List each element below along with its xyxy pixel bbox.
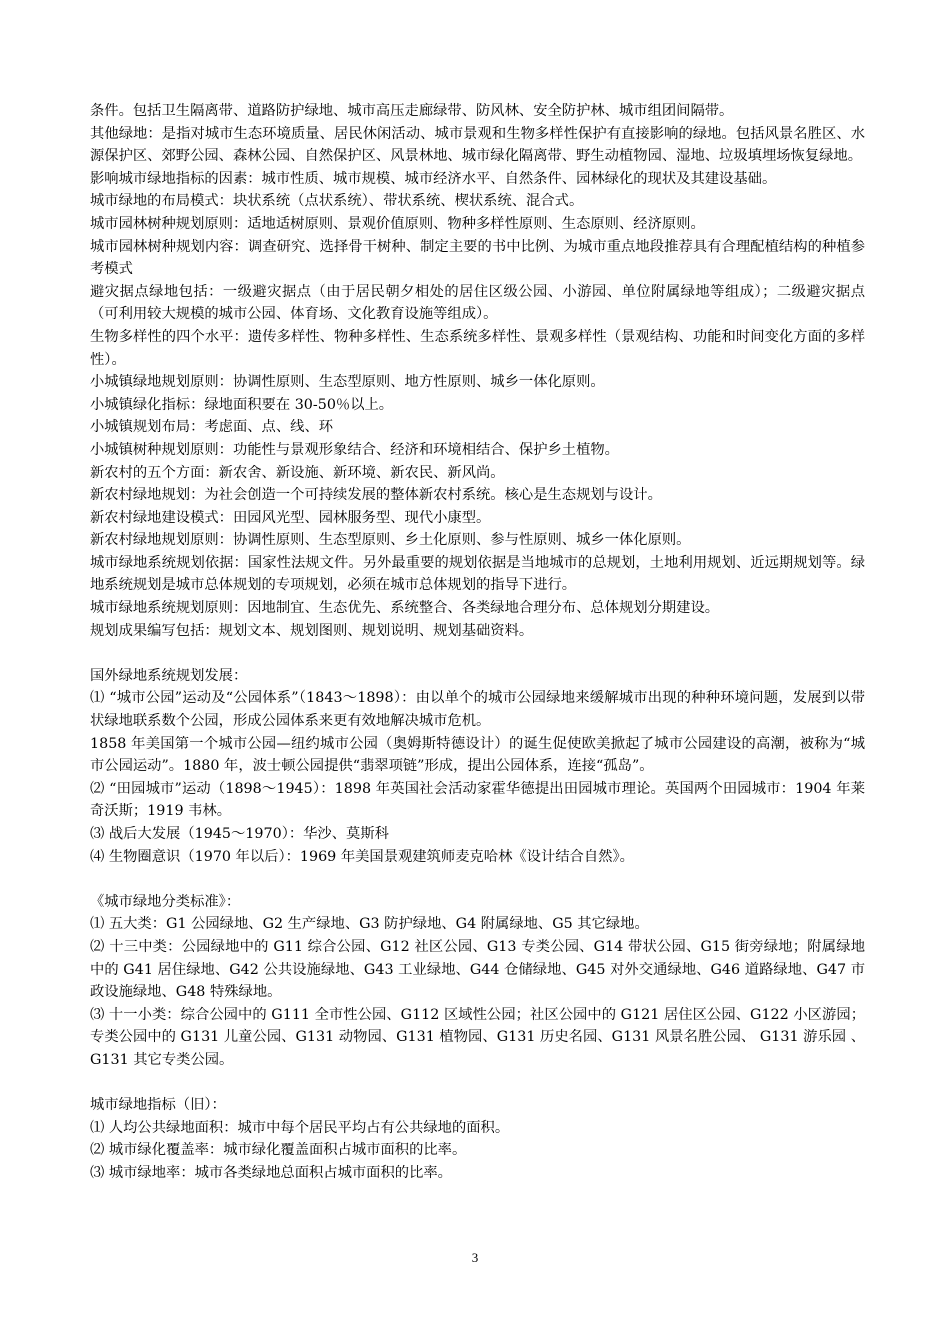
paragraph: 条件。包括卫生隔离带、道路防护绿地、城市高压走廊绿带、防风林、安全防护林、城市组团间隔带。 <box>90 103 734 119</box>
paragraph: 新农村绿地规划原则：协调性原则、生态型原则、乡土化原则、参与性原则、城乡一体化原则。 <box>90 532 691 549</box>
paragraph: 其他绿地：是指对城市生态环境质量、居民休闲活动、城市景观和生物多样性保护有直接影响的绿地。包括风景名胜区、水源保护区、郊野公园、森林公园、自然保护区、风景林地、城市绿化隔离带、野生动植物园、湿地、垃圾填埋场恢复绿地。 <box>90 125 865 165</box>
paragraph-gap <box>90 642 865 665</box>
document-body <box>90 100 865 1185</box>
paragraph: 生物多样性的四个水平：遗传多样性、物种多样性、生态系统多样性、景观多样性（景观结构、功能和时间变化方面的多样性）。 <box>90 328 865 368</box>
paragraph: 《城市绿地分类标准》： <box>90 893 241 910</box>
paragraph: 城市园林树种规划内容：调查研究、选择骨干树种、制定主要的书中比例、为城市重点地段推荐具有合理配植结构的种植参考模式 <box>90 238 865 278</box>
paragraph: 新农村绿地规划：为社会创造一个可持续发展的整体新农村系统。核心是生态规划与设计。 <box>90 487 662 504</box>
paragraph-gap <box>90 868 865 891</box>
paragraph: 城市绿地系统规划依据：国家性法规文件。另外最重要的规划依据是当地城市的总规划，土地利用规划、近远期规划等。绿地系统规划是城市总体规划的专项规划，必须在城市总体规划的指导下进行。 <box>90 554 865 594</box>
paragraph: 城市绿地指标（旧）： <box>90 1097 226 1114</box>
paragraph: ⑵ 十三中类：公园绿地中的 G11 综合公园、G12 社区公园、G13 专类公园、G14 带状公园、G15 街旁绿地；附属绿地中的 G41 居住绿地、G42 公共设施绿地、G43 工业绿地、G44 仓储绿地、G45 对外交通绿地、G46 道路绿地、G47 市政设施绿地、G48 特殊绿地。 <box>90 938 865 1001</box>
paragraph: 小城镇绿化指标：绿地面积要在 30-50％以上。 <box>90 396 394 413</box>
paragraph: 新农村的五个方面：新农舍、新设施、新环境、新农民、新风尚。 <box>90 464 505 481</box>
paragraph: 影响城市绿地指标的因素：城市性质、城市规模、城市经济水平、自然条件、园林绿化的现状及其建设基础。 <box>90 170 777 187</box>
paragraph: ⑴ “城市公园”运动及“公园体系”（1843～1898）：由以单个的城市公园绿地来缓解城市出现的种种环境问题，发展到以带状绿地联系数个公园，形成公园体系来更有效地解决城市危机。 <box>90 690 865 730</box>
paragraph: 小城镇绿地规划原则：协调性原则、生态型原则、地方性原则、城乡一体化原则。 <box>90 374 605 391</box>
paragraph: 城市绿地的布局模式：块状系统（点状系统）、带状系统、楔状系统、混合式。 <box>90 193 584 210</box>
paragraph: 新农村绿地建设模式：田园风光型、园林服务型、现代小康型。 <box>90 509 491 526</box>
paragraph: 城市绿地系统规划原则：因地制宜、生态优先、系统整合、各类绿地合理分布、总体规划分期建设。 <box>90 600 720 617</box>
paragraph: 规划成果编写包括：规划文本、规划图则、规划说明、规划基础资料。 <box>90 622 534 639</box>
paragraph: ⑵ “田园城市”运动（1898～1945）：1898 年英国社会活动家霍华德提出田园城市理论。英国两个田园城市：1904 年莱奇沃斯；1919 韦林。 <box>90 780 865 820</box>
paragraph: ⑵ 城市绿化覆盖率：城市绿化覆盖面积占城市面积的比率。 <box>90 1142 467 1159</box>
paragraph: ⑶ 十一小类：综合公园中的 G111 全市性公园、G112 区域性公园；社区公园中的 G121 居住区公园、G122 小区游园；专类公园中的 G131 儿童公园、G131 动物园、G131 植物园、G131 历史名园、G131 风景名胜公园、 G131 游乐园 、G131 其它专类公园。 <box>90 1006 865 1068</box>
paragraph: ⑴ 五大类：G1 公园绿地、G2 生产绿地、G3 防护绿地、G4 附属绿地、G5 其它绿地。 <box>90 916 649 933</box>
paragraph: 小城镇规划布局：考虑面、点、线、环 <box>90 419 334 436</box>
paragraph: ⑷ 生物圈意识（1970 年以后）：1969 年美国景观建筑师麦克哈林《设计结合自然》。 <box>90 848 634 865</box>
paragraph: 避灾据点绿地包括：一级避灾据点（由于居民朝夕相处的居住区级公园、小游园、单位附属绿地等组成）；二级避灾据点（可利用较大规模的城市公园、体育场、文化教育设施等组成）。 <box>90 283 865 323</box>
paragraph: ⑴ 人均公共绿地面积：城市中每个居民平均占有公共绿地的面积。 <box>90 1119 510 1136</box>
paragraph: 国外绿地系统规划发展： <box>90 667 248 684</box>
paragraph: 城市园林树种规划原则：适地适树原则、景观价值原则、物种多样性原则、生态原则、经济原则。 <box>90 215 705 232</box>
page-number: 3 <box>471 1250 479 1265</box>
paragraph: ⑶ 战后大发展（1945～1970）：华沙、莫斯科 <box>90 826 389 842</box>
paragraph-gap <box>90 1072 865 1095</box>
paragraph: 小城镇树种规划原则：功能性与景观形象结合、经济和环境相结合、保护乡土植物。 <box>90 441 619 458</box>
paragraph: 1858 年美国第一个城市公园—纽约城市公园（奥姆斯特德设计）的诞生促使欧美掀起了城市公园建设的高潮，被称为“城市公园运动”。1880 年，波士顿公园提供“翡翠项链”形成，提出公园体系，连接“孤岛”。 <box>90 735 865 775</box>
paragraph: ⑶ 城市绿地率：城市各类绿地总面积占城市面积的比率。 <box>90 1164 452 1181</box>
